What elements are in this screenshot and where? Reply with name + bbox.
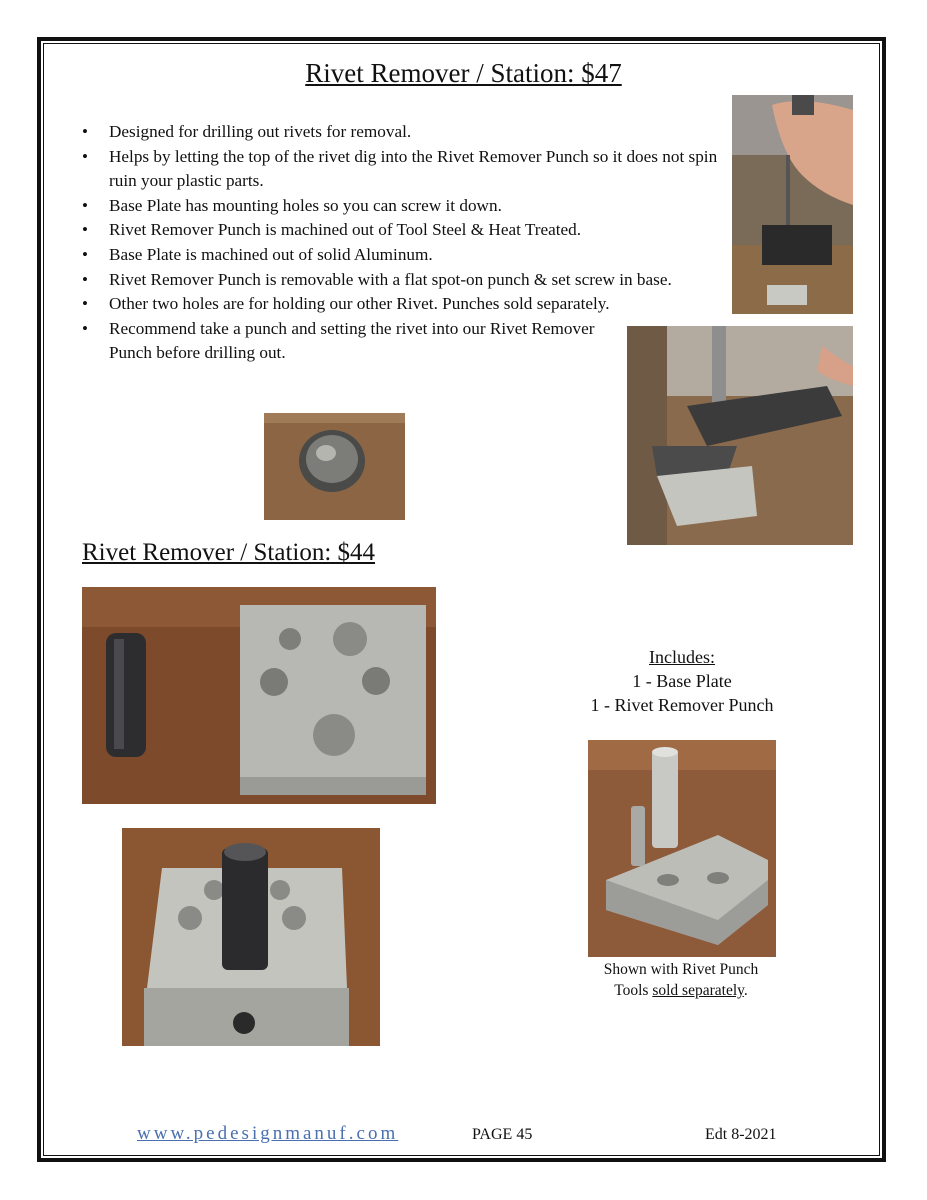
- photo-caption: [575, 959, 787, 1001]
- photo-rivet-closeup: [264, 413, 405, 520]
- photo-drilling-part: [627, 326, 853, 545]
- caption-suffix: .: [743, 982, 748, 999]
- feature-item: • Helps by letting the top of the rivet dig into the Rivet Remover Punch so it does not spin ruin your plastic parts.: [82, 145, 722, 194]
- feature-item: • Recommend take a punch and setting the rivet into our Rivet Remover Punch before drilling out.: [82, 317, 614, 366]
- photo-station-with-punch-tools: [588, 740, 776, 957]
- includes-item: 1 - Rivet Remover Punch: [590, 695, 774, 715]
- includes-block: [560, 645, 804, 717]
- section2-title: Rivet Remover / Station: $44: [82, 539, 376, 566]
- photo-punch-and-base-plate: [82, 587, 436, 804]
- sold-separately-text: sold separately: [652, 982, 744, 999]
- photo-punch-mounted-in-base: [122, 828, 380, 1046]
- feature-item: • Base Plate is machined out of solid Aluminum.: [82, 243, 722, 268]
- feature-item: • Rivet Remover Punch is removable with a flat spot-on punch & set screw in base.: [82, 268, 722, 293]
- caption-line-1: Shown with Rivet Punch: [603, 961, 759, 978]
- includes-heading: Includes:: [649, 647, 715, 667]
- website-link[interactable]: www.pedesignmanuf.com: [137, 1123, 399, 1144]
- feature-item: • Designed for drilling out rivets for removal.: [82, 120, 722, 145]
- feature-item: • Base Plate has mounting holes so you can screw it down.: [82, 194, 722, 219]
- feature-item: • Other two holes are for holding our other Rivet. Punches sold separately.: [82, 292, 614, 317]
- includes-item: 1 - Base Plate: [632, 671, 732, 691]
- section1-title: Rivet Remover / Station: $47: [305, 58, 622, 88]
- photo-hand-tool-on-station: [732, 95, 853, 314]
- page-number: PAGE 45: [472, 1126, 533, 1143]
- feature-item: • Rivet Remover Punch is machined out of Tool Steel & Heat Treated.: [82, 218, 722, 243]
- edition-date: Edt 8-2021: [705, 1126, 777, 1143]
- caption-prefix: Tools: [614, 982, 653, 999]
- feature-list: [82, 120, 722, 366]
- caption-line-2: [575, 980, 787, 1001]
